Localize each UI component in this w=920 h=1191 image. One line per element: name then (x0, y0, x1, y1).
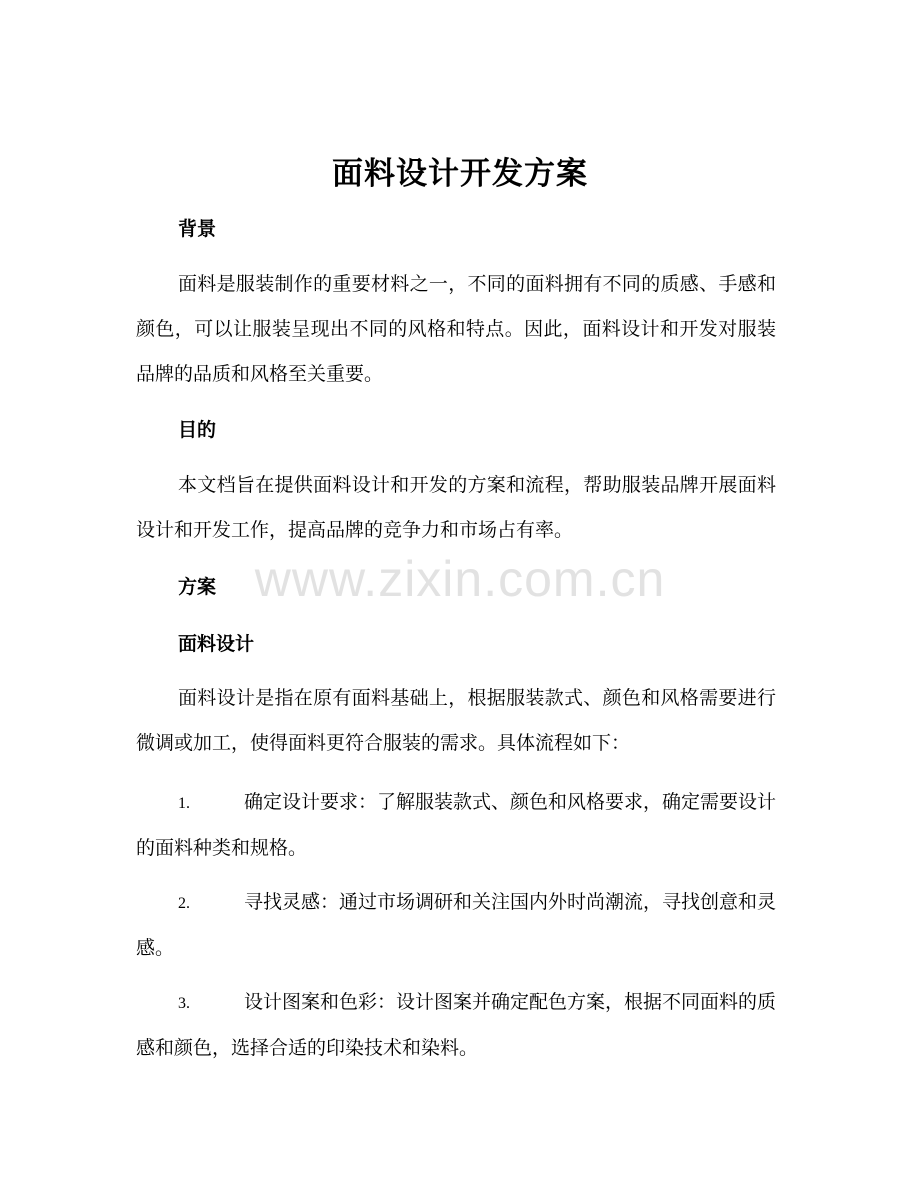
list-item-text: 确定设计要求：了解服装款式、颜色和风格要求，确定需要设计的面料种类和规格。 (136, 791, 777, 859)
purpose-paragraph: 本文档旨在提供面料设计和开发的方案和流程，帮助服装品牌开展面料设计和开发工作，提高品牌的竞争力和市场占有率。 (136, 474, 776, 541)
list-item (136, 980, 776, 1071)
watermark: www.zixin.com.cn (254, 551, 666, 607)
section-heading-background: 背景 (178, 218, 217, 240)
list-item-text: 设计图案和色彩：设计图案并确定配色方案，根据不同面料的质感和颜色，选择合适的印染技术和染料。 (136, 991, 777, 1059)
section-heading-purpose: 目的 (178, 419, 217, 441)
fabric-design-paragraph: 面料设计是指在原有面料基础上，根据服装款式、颜色和风格需要进行微调或加工，使得面料更符合服装的需求。具体流程如下： (136, 687, 776, 754)
document-title: 面料设计开发方案 (332, 156, 588, 192)
background-paragraph: 面料是服装制作的重要材料之一，不同的面料拥有不同的质感、手感和颜色，可以让服装呈现出不同的风格和特点。因此，面料设计和开发对服装品牌的品质和风格至关重要。 (136, 273, 776, 385)
subsection-heading-fabric-design: 面料设计 (178, 633, 255, 655)
list-item (136, 880, 776, 971)
list-item-number: 2. (178, 895, 190, 912)
list-item-text: 寻找灵感：通过市场调研和关注国内外时尚潮流，寻找创意和灵感。 (136, 891, 777, 959)
list-item-number: 3. (178, 995, 190, 1012)
list-item-number: 1. (178, 795, 190, 812)
section-heading-plan: 方案 (178, 576, 217, 598)
list-item (136, 780, 776, 871)
